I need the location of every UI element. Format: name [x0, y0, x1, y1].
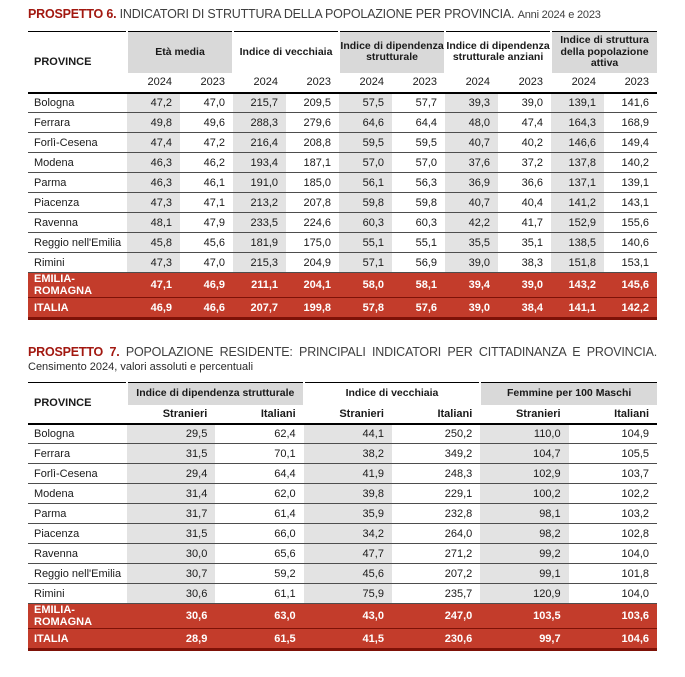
- value-cell: 62,4: [215, 424, 303, 444]
- value-cell: 39,0: [498, 93, 551, 113]
- group-header-dipendenza-strutturale: Indice di dipendenza strutturale: [339, 32, 445, 73]
- value-cell: 229,1: [392, 484, 480, 504]
- value-cell: 47,4: [498, 113, 551, 133]
- value-cell: 153,1: [604, 253, 657, 273]
- prospetto6-subtitle: Anni 2024 e 2023: [517, 9, 601, 21]
- value-cell: 35,1: [498, 233, 551, 253]
- value-cell: 199,8: [286, 298, 339, 319]
- prospetto7-title: POPOLAZIONE RESIDENTE: PRINCIPALI INDICATORI PER CITTADINANZA E PROVINCIA.: [125, 345, 657, 359]
- value-cell: 56,1: [339, 173, 392, 193]
- summary-row: [28, 298, 657, 319]
- value-cell: 120,9: [480, 584, 568, 604]
- value-cell: 191,0: [233, 173, 286, 193]
- value-cell: 46,3: [127, 153, 180, 173]
- value-cell: 61,4: [215, 504, 303, 524]
- group-header-row: [28, 32, 657, 73]
- table-row: [28, 173, 657, 193]
- value-cell: 30,6: [127, 584, 215, 604]
- value-cell: 187,1: [286, 153, 339, 173]
- value-cell: 65,6: [215, 544, 303, 564]
- value-cell: 279,6: [286, 113, 339, 133]
- value-cell: 39,3: [445, 93, 498, 113]
- value-cell: 64,4: [392, 113, 445, 133]
- value-cell: 45,6: [304, 564, 392, 584]
- value-cell: 141,2: [551, 193, 604, 213]
- value-cell: 64,6: [339, 113, 392, 133]
- value-cell: 47,0: [180, 253, 233, 273]
- value-cell: 45,8: [127, 233, 180, 253]
- value-cell: 60,3: [339, 213, 392, 233]
- table-row: [28, 524, 657, 544]
- table-row: [28, 233, 657, 253]
- year-header: 2023: [498, 73, 551, 93]
- value-cell: 62,0: [215, 484, 303, 504]
- value-cell: 41,7: [498, 213, 551, 233]
- value-cell: 35,9: [304, 504, 392, 524]
- province-name-cell: Modena: [28, 153, 127, 173]
- value-cell: 47,3: [127, 193, 180, 213]
- value-cell: 164,3: [551, 113, 604, 133]
- value-cell: 30,7: [127, 564, 215, 584]
- value-cell: 46,1: [180, 173, 233, 193]
- province-name-cell: Parma: [28, 504, 127, 524]
- value-cell: 28,9: [127, 629, 215, 650]
- value-cell: 57,6: [392, 298, 445, 319]
- value-cell: 47,7: [304, 544, 392, 564]
- value-cell: 45,6: [180, 233, 233, 253]
- table-row: [28, 93, 657, 113]
- table-row: [28, 424, 657, 444]
- value-cell: 39,0: [445, 253, 498, 273]
- value-cell: 46,3: [127, 173, 180, 193]
- year-header: 2023: [604, 73, 657, 93]
- value-cell: 57,0: [392, 153, 445, 173]
- value-cell: 60,3: [392, 213, 445, 233]
- group-header-eta-media: Età media: [127, 32, 233, 73]
- table-row: [28, 464, 657, 484]
- table-row: [28, 133, 657, 153]
- value-cell: 208,8: [286, 133, 339, 153]
- value-cell: 36,6: [498, 173, 551, 193]
- province-name-cell: Parma: [28, 173, 127, 193]
- value-cell: 61,1: [215, 584, 303, 604]
- value-cell: 63,0: [215, 604, 303, 629]
- value-cell: 235,7: [392, 584, 480, 604]
- value-cell: 209,5: [286, 93, 339, 113]
- province-name-cell: Forlì-Cesena: [28, 464, 127, 484]
- value-cell: 49,6: [180, 113, 233, 133]
- value-cell: 47,9: [180, 213, 233, 233]
- value-cell: 141,6: [604, 93, 657, 113]
- table-row: [28, 504, 657, 524]
- value-cell: 39,0: [445, 298, 498, 319]
- value-cell: 139,1: [551, 93, 604, 113]
- value-cell: 37,2: [498, 153, 551, 173]
- value-cell: 103,6: [569, 604, 657, 629]
- prospetto6-label: PROSPETTO 6.: [28, 7, 117, 21]
- value-cell: 143,2: [551, 273, 604, 298]
- value-cell: 137,1: [551, 173, 604, 193]
- value-cell: 29,5: [127, 424, 215, 444]
- value-cell: 37,6: [445, 153, 498, 173]
- value-cell: 248,3: [392, 464, 480, 484]
- value-cell: 64,4: [215, 464, 303, 484]
- citizenship-header: Italiani: [569, 405, 657, 424]
- province-name-cell: ITALIA: [28, 629, 127, 650]
- prospetto6-title: INDICATORI DI STRUTTURA DELLA POPOLAZIONE PER PROVINCIA.: [119, 7, 515, 21]
- province-name-cell: Ravenna: [28, 544, 127, 564]
- value-cell: 56,9: [392, 253, 445, 273]
- table-row: [28, 484, 657, 504]
- value-cell: 59,8: [339, 193, 392, 213]
- value-cell: 39,8: [304, 484, 392, 504]
- value-cell: 250,2: [392, 424, 480, 444]
- value-cell: 30,6: [127, 604, 215, 629]
- citizenship-header: Italiani: [215, 405, 303, 424]
- province-name-cell: Bologna: [28, 424, 127, 444]
- province-name-cell: Piacenza: [28, 524, 127, 544]
- value-cell: 103,7: [569, 464, 657, 484]
- value-cell: 39,0: [498, 273, 551, 298]
- value-cell: 288,3: [233, 113, 286, 133]
- summary-row: [28, 629, 657, 650]
- value-cell: 31,5: [127, 444, 215, 464]
- value-cell: 211,1: [233, 273, 286, 298]
- value-cell: 101,8: [569, 564, 657, 584]
- value-cell: 39,4: [445, 273, 498, 298]
- value-cell: 49,8: [127, 113, 180, 133]
- citizenship-header: Stranieri: [480, 405, 568, 424]
- citizenship-header: Stranieri: [304, 405, 392, 424]
- citizenship-header: Stranieri: [127, 405, 215, 424]
- value-cell: 98,2: [480, 524, 568, 544]
- table-row: [28, 564, 657, 584]
- value-cell: 224,6: [286, 213, 339, 233]
- province-name-cell: EMILIA-ROMAGNA: [28, 604, 127, 629]
- value-cell: 46,6: [180, 298, 233, 319]
- value-cell: 207,7: [233, 298, 286, 319]
- value-cell: 57,0: [339, 153, 392, 173]
- table-row: [28, 584, 657, 604]
- value-cell: 100,2: [480, 484, 568, 504]
- value-cell: 104,9: [569, 424, 657, 444]
- value-cell: 215,3: [233, 253, 286, 273]
- value-cell: 216,4: [233, 133, 286, 153]
- value-cell: 193,4: [233, 153, 286, 173]
- value-cell: 57,7: [392, 93, 445, 113]
- value-cell: 204,9: [286, 253, 339, 273]
- value-cell: 47,4: [127, 133, 180, 153]
- value-cell: 59,2: [215, 564, 303, 584]
- value-cell: 58,1: [392, 273, 445, 298]
- value-cell: 247,0: [392, 604, 480, 629]
- value-cell: 47,3: [127, 253, 180, 273]
- value-cell: 233,5: [233, 213, 286, 233]
- year-header: 2024: [445, 73, 498, 93]
- value-cell: 30,0: [127, 544, 215, 564]
- table-row: [28, 444, 657, 464]
- value-cell: 57,5: [339, 93, 392, 113]
- group-header-indice-vecchiaia: Indice di vecchiaia: [233, 32, 339, 73]
- value-cell: 56,3: [392, 173, 445, 193]
- value-cell: 151,8: [551, 253, 604, 273]
- value-cell: 40,4: [498, 193, 551, 213]
- table-row: [28, 253, 657, 273]
- group-header-row: [28, 383, 657, 405]
- value-cell: 55,1: [392, 233, 445, 253]
- prospetto7-table-header: [28, 383, 657, 424]
- year-header: 2024: [127, 73, 180, 93]
- value-cell: 47,0: [180, 93, 233, 113]
- value-cell: 58,0: [339, 273, 392, 298]
- value-cell: 102,2: [569, 484, 657, 504]
- value-cell: 40,2: [498, 133, 551, 153]
- value-cell: 42,2: [445, 213, 498, 233]
- value-cell: 141,1: [551, 298, 604, 319]
- table-row: [28, 213, 657, 233]
- value-cell: 215,7: [233, 93, 286, 113]
- group-header-femmine-per-100-maschi: Femmine per 100 Maschi: [480, 383, 657, 405]
- value-cell: 138,5: [551, 233, 604, 253]
- table-row: [28, 544, 657, 564]
- province-name-cell: Ferrara: [28, 444, 127, 464]
- value-cell: 59,5: [392, 133, 445, 153]
- value-cell: 349,2: [392, 444, 480, 464]
- value-cell: 57,8: [339, 298, 392, 319]
- value-cell: 185,0: [286, 173, 339, 193]
- province-name-cell: Reggio nell'Emilia: [28, 564, 127, 584]
- value-cell: 105,5: [569, 444, 657, 464]
- year-header: 2024: [233, 73, 286, 93]
- value-cell: 47,1: [180, 193, 233, 213]
- value-cell: 29,4: [127, 464, 215, 484]
- year-header: 2024: [339, 73, 392, 93]
- value-cell: 102,8: [569, 524, 657, 544]
- province-name-cell: Reggio nell'Emilia: [28, 233, 127, 253]
- value-cell: 103,5: [480, 604, 568, 629]
- group-header-dipendenza-anziani: Indice di dipendenza strutturale anziani: [445, 32, 551, 73]
- value-cell: 46,9: [180, 273, 233, 298]
- value-cell: 104,7: [480, 444, 568, 464]
- value-cell: 207,8: [286, 193, 339, 213]
- value-cell: 31,4: [127, 484, 215, 504]
- value-cell: 175,0: [286, 233, 339, 253]
- province-name-cell: Bologna: [28, 93, 127, 113]
- value-cell: 99,7: [480, 629, 568, 650]
- value-cell: 99,2: [480, 544, 568, 564]
- year-header: 2023: [180, 73, 233, 93]
- value-cell: 75,9: [304, 584, 392, 604]
- prospetto6-table: [28, 31, 657, 320]
- value-cell: 41,9: [304, 464, 392, 484]
- prospetto7-caption: [28, 345, 657, 360]
- value-cell: 48,0: [445, 113, 498, 133]
- value-cell: 110,0: [480, 424, 568, 444]
- prospetto7-subtitle: Censimento 2024, valori assoluti e percentuali: [28, 361, 254, 373]
- value-cell: 230,6: [392, 629, 480, 650]
- province-name-cell: Piacenza: [28, 193, 127, 213]
- province-name-cell: Forlì-Cesena: [28, 133, 127, 153]
- value-cell: 46,9: [127, 298, 180, 319]
- value-cell: 61,5: [215, 629, 303, 650]
- group-header-indice-vecchiaia: Indice di vecchiaia: [304, 383, 481, 405]
- value-cell: 38,3: [498, 253, 551, 273]
- prospetto7-table: [28, 382, 657, 651]
- value-cell: 48,1: [127, 213, 180, 233]
- value-cell: 55,1: [339, 233, 392, 253]
- value-cell: 43,0: [304, 604, 392, 629]
- value-cell: 59,8: [392, 193, 445, 213]
- prospetto6-caption: [28, 7, 657, 23]
- value-cell: 44,1: [304, 424, 392, 444]
- value-cell: 57,1: [339, 253, 392, 273]
- value-cell: 137,8: [551, 153, 604, 173]
- table-row: [28, 153, 657, 173]
- value-cell: 213,2: [233, 193, 286, 213]
- value-cell: 47,2: [180, 133, 233, 153]
- value-cell: 70,1: [215, 444, 303, 464]
- province-name-cell: ITALIA: [28, 298, 127, 319]
- prospetto7-label: PROSPETTO 7.: [28, 345, 120, 359]
- value-cell: 98,1: [480, 504, 568, 524]
- value-cell: 40,7: [445, 193, 498, 213]
- value-cell: 47,2: [127, 93, 180, 113]
- province-column-header: PROVINCE: [28, 383, 127, 424]
- value-cell: 146,6: [551, 133, 604, 153]
- group-header-dipendenza-strutturale: Indice di dipendenza strutturale: [127, 383, 304, 405]
- value-cell: 168,9: [604, 113, 657, 133]
- citizenship-header: Italiani: [392, 405, 480, 424]
- value-cell: 104,0: [569, 544, 657, 564]
- value-cell: 264,0: [392, 524, 480, 544]
- province-name-cell: Rimini: [28, 584, 127, 604]
- value-cell: 40,7: [445, 133, 498, 153]
- value-cell: 59,5: [339, 133, 392, 153]
- value-cell: 143,1: [604, 193, 657, 213]
- value-cell: 155,6: [604, 213, 657, 233]
- value-cell: 38,4: [498, 298, 551, 319]
- value-cell: 103,2: [569, 504, 657, 524]
- group-header-struttura-attiva: Indice di struttura della popolazione attiva: [551, 32, 657, 73]
- year-header: 2023: [286, 73, 339, 93]
- value-cell: 152,9: [551, 213, 604, 233]
- value-cell: 204,1: [286, 273, 339, 298]
- summary-row: [28, 273, 657, 298]
- value-cell: 34,2: [304, 524, 392, 544]
- province-name-cell: EMILIA-ROMAGNA: [28, 273, 127, 298]
- value-cell: 102,9: [480, 464, 568, 484]
- value-cell: 142,2: [604, 298, 657, 319]
- table-row: [28, 113, 657, 133]
- province-name-cell: Rimini: [28, 253, 127, 273]
- value-cell: 38,2: [304, 444, 392, 464]
- value-cell: 181,9: [233, 233, 286, 253]
- value-cell: 31,7: [127, 504, 215, 524]
- value-cell: 66,0: [215, 524, 303, 544]
- value-cell: 41,5: [304, 629, 392, 650]
- value-cell: 149,4: [604, 133, 657, 153]
- value-cell: 145,6: [604, 273, 657, 298]
- prospetto6-table-header: [28, 32, 657, 93]
- province-name-cell: Ravenna: [28, 213, 127, 233]
- prospetto6-table-body: [28, 93, 657, 319]
- value-cell: 46,2: [180, 153, 233, 173]
- value-cell: 104,0: [569, 584, 657, 604]
- value-cell: 207,2: [392, 564, 480, 584]
- summary-row: [28, 604, 657, 629]
- value-cell: 271,2: [392, 544, 480, 564]
- value-cell: 35,5: [445, 233, 498, 253]
- value-cell: 99,1: [480, 564, 568, 584]
- province-name-cell: Ferrara: [28, 113, 127, 133]
- table-row: [28, 193, 657, 213]
- province-column-header: PROVINCE: [28, 32, 127, 93]
- year-header: 2024: [551, 73, 604, 93]
- year-header: 2023: [392, 73, 445, 93]
- value-cell: 139,1: [604, 173, 657, 193]
- value-cell: 140,6: [604, 233, 657, 253]
- value-cell: 31,5: [127, 524, 215, 544]
- value-cell: 232,8: [392, 504, 480, 524]
- value-cell: 140,2: [604, 153, 657, 173]
- value-cell: 36,9: [445, 173, 498, 193]
- prospetto7-table-body: [28, 424, 657, 650]
- value-cell: 47,1: [127, 273, 180, 298]
- province-name-cell: Modena: [28, 484, 127, 504]
- value-cell: 104,6: [569, 629, 657, 650]
